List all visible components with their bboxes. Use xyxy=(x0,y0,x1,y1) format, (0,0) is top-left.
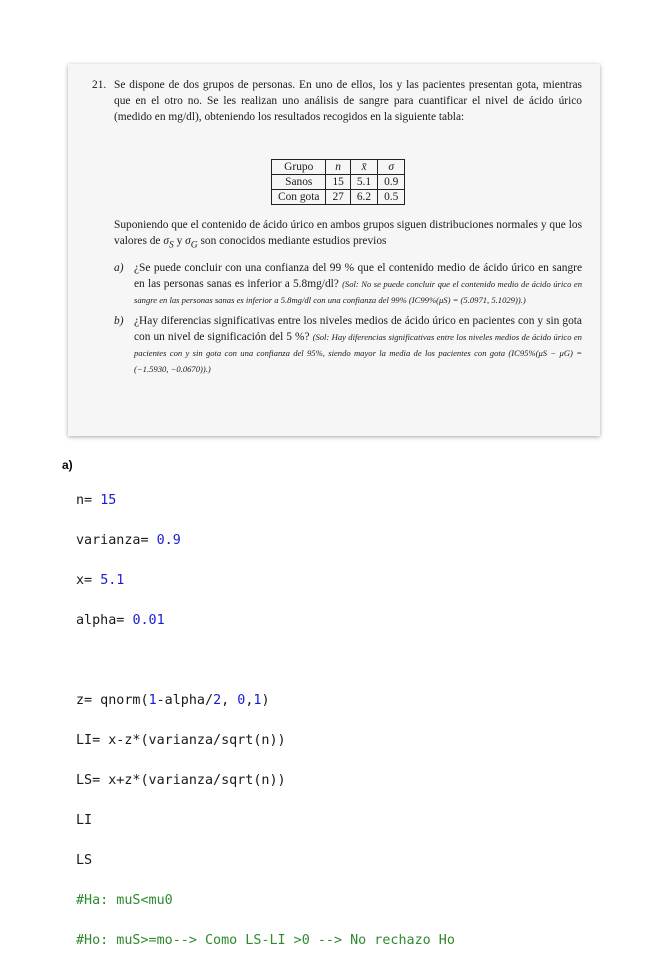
sigma-g-symbol: σ xyxy=(185,235,191,247)
answer-section-label: a) xyxy=(62,458,73,472)
sigma-g xyxy=(185,235,198,251)
sigma-s-symbol: σ xyxy=(163,235,169,247)
code-number: 1 xyxy=(148,693,157,708)
code-text: x= xyxy=(76,573,101,588)
question-b-label: b) xyxy=(114,315,124,328)
intro-text: Se dispone de dos grupos de personas. En uno de ellos, los y las pacientes presentan gota, mientras que en el otro no. Se les realizan uno análisis de sangre para cuantificar el nivel de ácido úrico (medido en mg/dl), obteniendo los resultados recogidos en la siguiente tabla: xyxy=(114,79,582,123)
table-cell: 27 xyxy=(326,190,350,205)
code-text: n= xyxy=(76,493,101,508)
question-a-text: ¿Se puede concluir con una confianza del 99 % que el contenido medio de ácido úrico en sangre en las personas sanas es inferior a 5.8mg/dl? xyxy=(134,262,582,291)
code-text: -alpha/ xyxy=(156,693,214,708)
table-header-cell: σ xyxy=(378,160,405,175)
code-blank-line xyxy=(76,651,455,671)
table-cell: 0.9 xyxy=(378,175,405,190)
code-line xyxy=(76,531,455,551)
problem-intro xyxy=(92,77,582,125)
question-a-solution: (Sol: No se puede concluir que el contenido medio de ácido úrico en sangre en las personas sanas es inferior a 5.8mg/dl con una confianza del 99% (IC99%(μS) = (5.0971, 5.1029)).) xyxy=(134,279,582,306)
table-cell: 6.2 xyxy=(350,190,377,205)
code-text: , xyxy=(245,693,254,708)
code-number: 5.1 xyxy=(100,573,125,588)
code-line: LI xyxy=(76,813,93,828)
code-text: ) xyxy=(261,693,270,708)
table-cell: Con gota xyxy=(272,190,326,205)
table-cell: 0.5 xyxy=(378,190,405,205)
question-b-solution: (Sol: Hay diferencias significativas entre los niveles medios de ácido úrico en pacientes con y sin gota con una confianza del 95%, siendo mayor la media de los pacientes con gota (IC95%(μS − μG) = (−1.5930, −0.0670)).) xyxy=(134,332,582,375)
code-line xyxy=(76,611,455,631)
question-a xyxy=(92,260,582,308)
code-text: z= qnorm( xyxy=(76,693,149,708)
data-table xyxy=(271,159,405,205)
table-header-cell: n xyxy=(326,160,350,175)
code-number: 0.01 xyxy=(132,613,165,628)
code-number: 2 xyxy=(213,693,222,708)
code-number: 1 xyxy=(253,693,262,708)
code-number: 0.9 xyxy=(156,533,181,548)
code-line xyxy=(76,491,455,511)
assumption-and: y xyxy=(173,235,186,247)
sigma-g-subscript: G xyxy=(190,240,198,251)
assumption-text: Suponiendo que el contenido de ácido úrico en ambos grupos siguen distribuciones normales y que los valores de xyxy=(114,219,582,247)
code-text: alpha= xyxy=(76,613,133,628)
code-line: LS xyxy=(76,853,93,868)
code-line xyxy=(76,571,455,591)
code-text: , xyxy=(221,693,238,708)
table-cell: 5.1 xyxy=(350,175,377,190)
table-row xyxy=(272,175,405,190)
assumption-suffix: son conocidos mediante estudios previos xyxy=(197,235,387,247)
code-number: 0 xyxy=(237,693,246,708)
table-cell: 15 xyxy=(326,175,350,190)
question-b xyxy=(92,313,582,377)
code-line: LS= x+z*(varianza/sqrt(n)) xyxy=(76,773,286,788)
table-cell: Sanos xyxy=(272,175,326,190)
problem-number: 21. xyxy=(92,79,107,91)
code-line xyxy=(76,691,455,711)
sigma-s-subscript: S xyxy=(168,240,174,251)
question-a-label: a) xyxy=(114,262,124,275)
sigma-s xyxy=(163,235,174,251)
table-header-cell: x̄ xyxy=(350,160,377,175)
code-text: varianza= xyxy=(76,533,157,548)
assumption-paragraph xyxy=(92,217,582,253)
code-block xyxy=(76,471,455,971)
problem-card xyxy=(68,64,600,436)
code-number: 15 xyxy=(100,493,117,508)
table-header-row xyxy=(272,160,405,175)
question-b-text: ¿Hay diferencias significativas entre los niveles medios de ácido úrico en pacientes con y sin gota con un nivel de significación del 5 %? xyxy=(134,315,582,344)
code-comment: #Ha: muS<mu0 xyxy=(76,893,173,908)
table-row xyxy=(272,190,405,205)
code-comment: #Ho: muS>=mo--> Como LS-LI >0 --> No rechazo Ho xyxy=(76,933,455,948)
code-line: LI= x-z*(varianza/sqrt(n)) xyxy=(76,733,286,748)
table-header-cell: Grupo xyxy=(272,160,326,175)
